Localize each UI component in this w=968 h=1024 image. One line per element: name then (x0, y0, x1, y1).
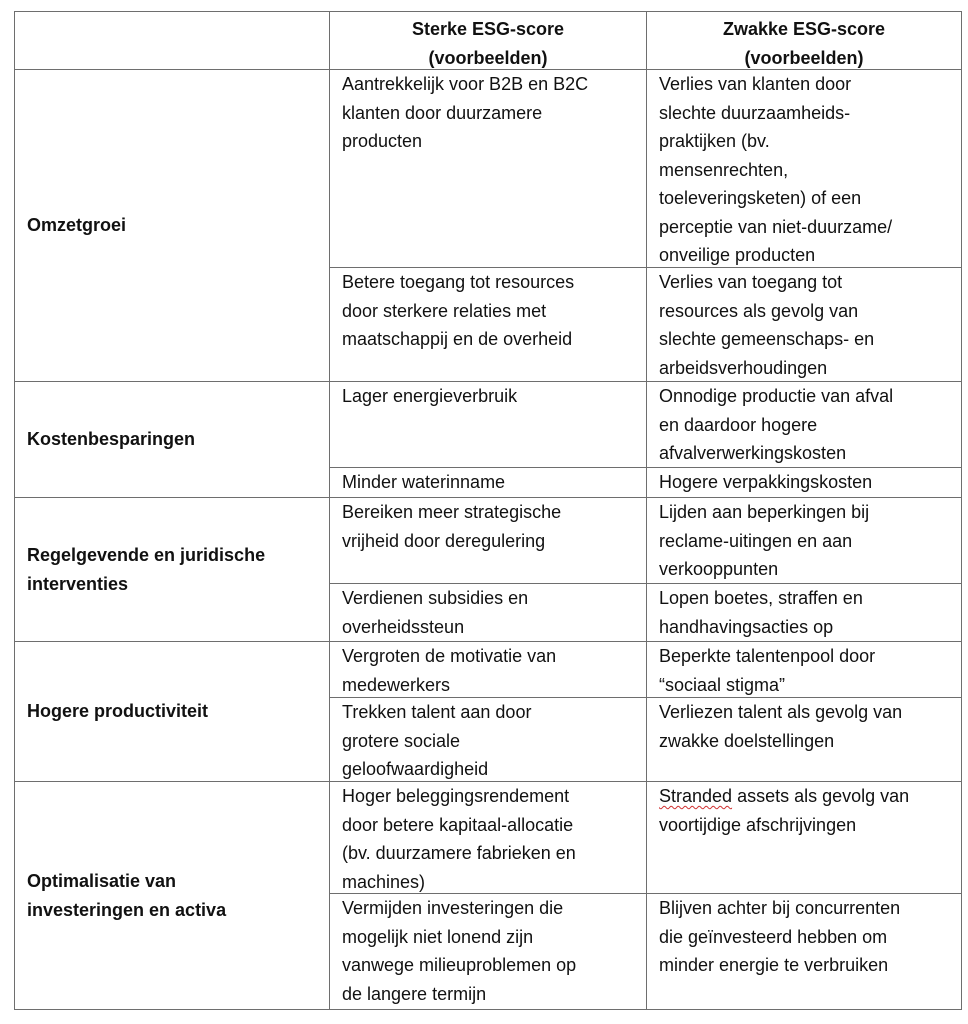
strong-cell: Betere toegang tot resources door sterkere relaties met maatschappij en de overheid (342, 272, 575, 349)
strong-cell: Verdienen subsidies en overheidssteun (342, 588, 529, 637)
weak-cell-text: assets als gevolg van voortijdige afschrijvingen (659, 786, 910, 835)
header-weak-esg: Zwakke ESG-score (voorbeelden) (722, 19, 886, 68)
strong-cell: Trekken talent aan door grotere sociale geloofwaardigheid (342, 702, 532, 779)
header-strong-esg: Sterke ESG-score (voorbeelden) (411, 19, 565, 68)
weak-cell: Verliezen talent als gevolg van zwakke doelstellingen (659, 702, 903, 751)
strong-cell: Bereiken meer strategische vrijheid door deregulering (342, 502, 562, 551)
category-regelgevende-interventies: Regelgevende en juridische interventies (27, 545, 266, 594)
weak-cell: Blijven achter bij concurrenten die geïnvesteerd hebben om minder energie te verbruiken (659, 898, 901, 975)
esg-table (14, 11, 962, 1010)
category-omzetgroei: Omzetgroei (27, 215, 127, 236)
weak-cell: Lopen boetes, straffen en handhavingsacties op (659, 588, 863, 637)
strong-cell: Lager energieverbruik (342, 386, 518, 406)
category-hogere-productiviteit: Hogere productiviteit (27, 701, 209, 722)
weak-cell: Lijden aan beperkingen bij reclame-uitingen en aan verkooppunten (659, 502, 870, 579)
category-kostenbesparingen: Kostenbesparingen (27, 429, 196, 450)
category-optimalisatie-investeringen: Optimalisatie van investeringen en activa (27, 871, 227, 920)
weak-cell: Hogere verpakkingskosten (659, 472, 873, 492)
header-category (15, 12, 329, 69)
weak-cell: Beperkte talentenpool door “sociaal stigma” (659, 646, 876, 695)
spellcheck-flagged-word[interactable]: Stranded (659, 786, 733, 806)
strong-cell: Vermijden investeringen die mogelijk niet lonend zijn vanwege milieuproblemen op de langere termijn (342, 898, 577, 1004)
strong-cell: Aantrekkelijk voor B2B en B2C klanten door duurzamere producten (342, 74, 589, 151)
strong-cell: Vergroten de motivatie van medewerkers (342, 646, 557, 695)
weak-cell (647, 782, 961, 839)
strong-cell: Minder waterinname (342, 472, 506, 492)
weak-cell: Verlies van toegang tot resources als gevolg van slechte gemeenschaps- en arbeidsverhoudingen (659, 272, 875, 378)
strong-cell: Hoger beleggingsrendement door betere kapitaal-allocatie (bv. duurzamere fabrieken en machines) (342, 786, 576, 892)
weak-cell: Verlies van klanten door slechte duurzaamheids- praktijken (bv. mensenrechten, toeleveringsketen) of een perceptie van niet-duurzame/ onveilige producten (659, 74, 893, 265)
weak-cell: Onnodige productie van afval en daardoor hogere afvalverwerkingskosten (659, 386, 894, 463)
